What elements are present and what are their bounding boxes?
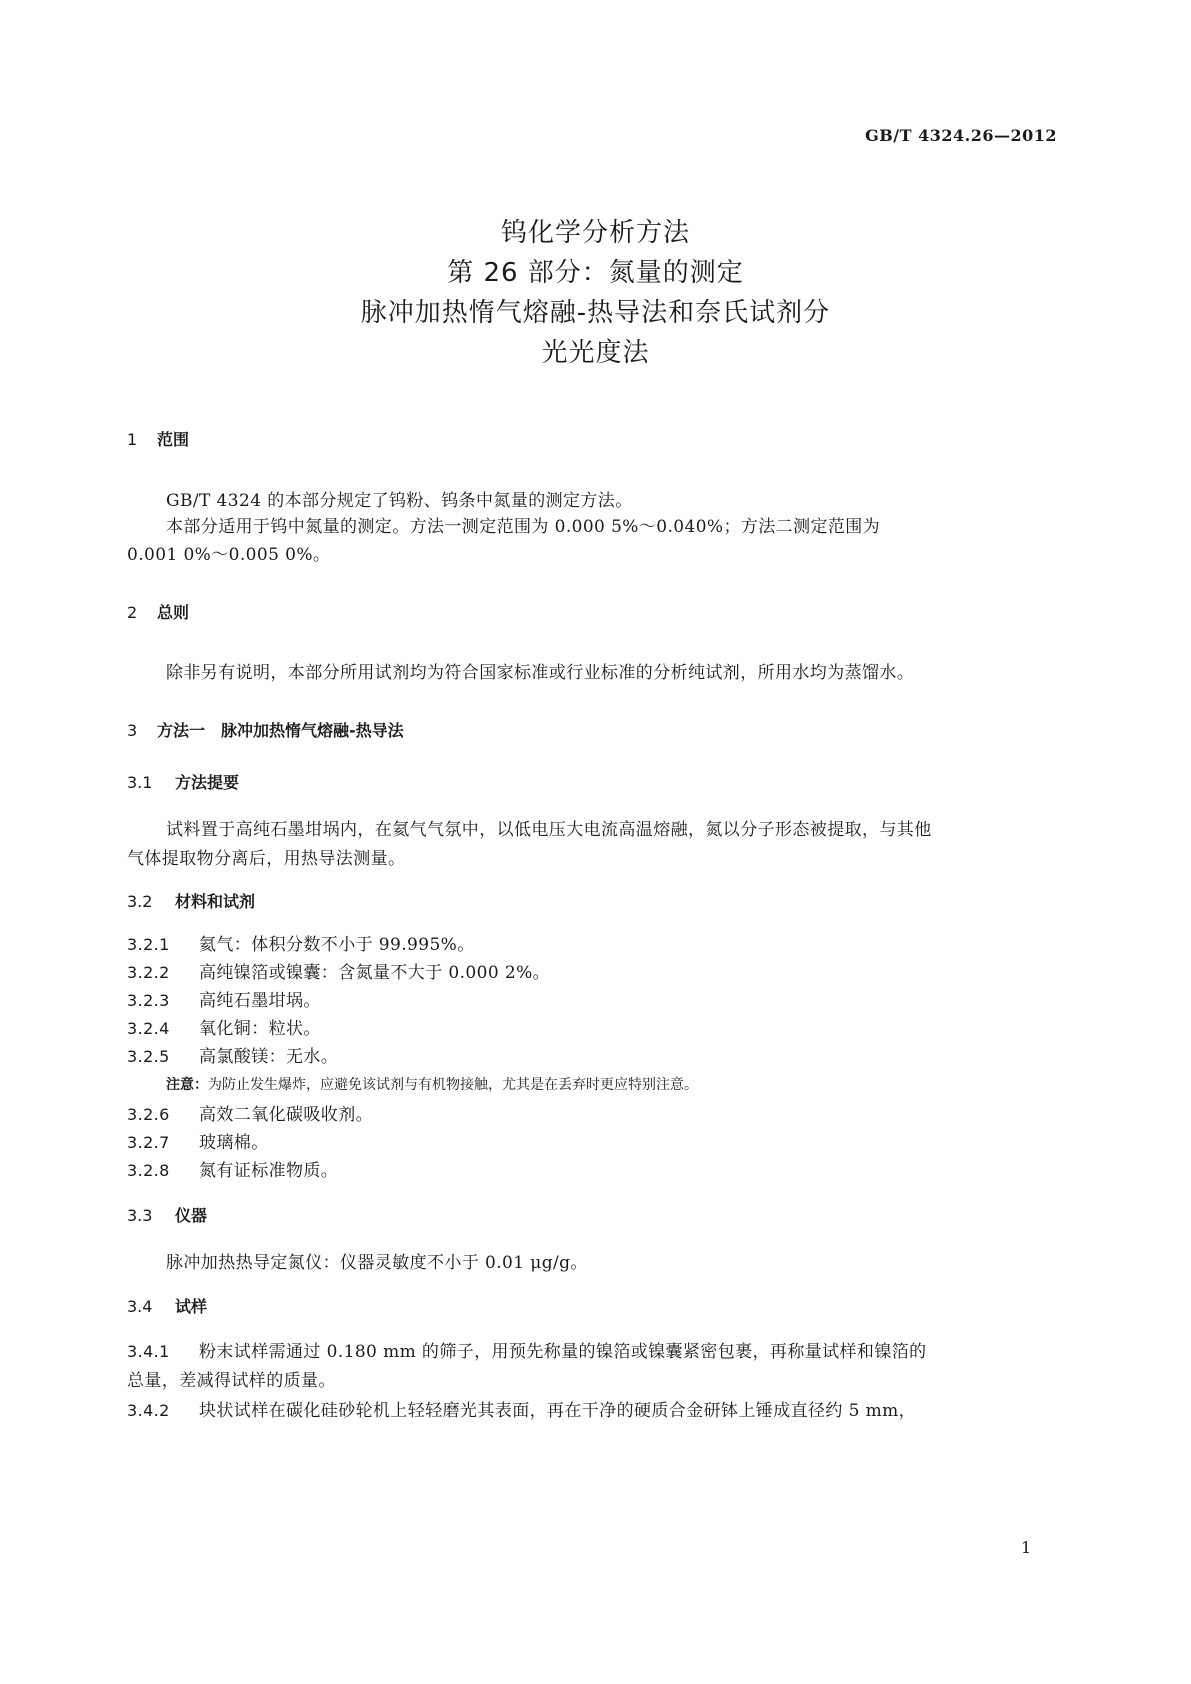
- section-title: 方法提要: [175, 773, 240, 792]
- section-3-1-heading: [127, 770, 239, 793]
- caution-note: [166, 1074, 698, 1094]
- section-3-heading: [127, 718, 404, 741]
- item-number: 3.2.4: [127, 1019, 170, 1038]
- section-1-heading: [127, 427, 189, 450]
- paragraph: 本部分适用于钨中氮量的测定。方法一测定范围为 0.000 5%～0.040%；方法二测定范围为: [166, 517, 881, 537]
- section-3-4-heading: [127, 1294, 207, 1317]
- item-number: 3.2.8: [127, 1161, 170, 1180]
- list-item: [127, 1128, 269, 1153]
- list-item: [127, 958, 550, 983]
- paragraph-continued: 0.001 0%～0.005 0%。: [127, 545, 331, 565]
- section-title: 试样: [175, 1297, 208, 1316]
- item-text: 氮有证标准物质。: [199, 1161, 339, 1181]
- section-title: 方法一 脉冲加热惰气熔融-热导法: [157, 721, 404, 740]
- section-title: 总则: [157, 603, 190, 622]
- note-text: 为防止发生爆炸，应避免该试剂与有机物接触，尤其是在丢弃时更应特别注意。: [208, 1077, 698, 1093]
- item-number: 3.2.3: [127, 991, 170, 1010]
- item-text: 氧化铜：粒状。: [199, 1019, 321, 1039]
- item-text: 氦气：体积分数不小于 99.995%。: [199, 935, 475, 955]
- section-title: 范围: [157, 430, 190, 449]
- item-number: 3.2.1: [127, 935, 170, 954]
- item-text: 高氯酸镁：无水。: [199, 1047, 339, 1067]
- item-number: 3.2.7: [127, 1133, 170, 1152]
- list-item: [127, 1042, 338, 1067]
- section-number: 3.4: [127, 1297, 153, 1316]
- list-item: [127, 986, 321, 1011]
- section-number: 2: [127, 603, 138, 622]
- section-number: 1: [127, 430, 138, 449]
- paragraph: GB/T 4324 的本部分规定了钨粉、钨条中氮量的测定方法。: [166, 491, 633, 511]
- list-item: [127, 1337, 927, 1362]
- section-3-2-heading: [127, 889, 255, 912]
- item-text: 高纯石墨坩埚。: [199, 991, 321, 1011]
- item-number: 3.4.2: [127, 1401, 170, 1420]
- section-number: 3: [127, 721, 138, 740]
- paragraph: 脉冲加热热导定氮仪：仪器灵敏度不小于 0.01 μg/g。: [166, 1253, 588, 1273]
- doc-title-line-2: 第 26 部分：氮量的测定: [447, 258, 744, 288]
- section-number: 3.1: [127, 773, 153, 792]
- standard-number: GB/T 4324.26—2012: [865, 126, 1057, 145]
- section-number: 3.2: [127, 892, 153, 911]
- section-3-3-heading: [127, 1203, 207, 1226]
- doc-title-line-1: 钨化学分析方法: [500, 218, 690, 248]
- doc-title-line-3: 脉冲加热惰气熔融-热导法和奈氏试剂分: [360, 298, 831, 328]
- note-label: 注意：: [166, 1077, 208, 1093]
- item-text: 粉末试样需通过 0.180 mm 的筛子，用预先称量的镍箔或镍囊紧密包裹，再称量试样和镍箔的: [199, 1342, 927, 1362]
- item-text: 高纯镍箔或镍囊：含氮量不大于 0.000 2%。: [199, 963, 551, 983]
- list-item: [127, 930, 475, 955]
- section-2-heading: [127, 600, 189, 623]
- item-text: 高效二氧化碳吸收剂。: [199, 1105, 373, 1125]
- list-item: [127, 1396, 916, 1421]
- list-item: [127, 1014, 321, 1039]
- list-item: [127, 1100, 373, 1125]
- doc-title-line-4: 光光度法: [541, 338, 650, 368]
- section-title: 材料和试剂: [175, 892, 256, 911]
- item-text: 块状试样在碳化硅砂轮机上轻轻磨光其表面，再在干净的硬质合金研钵上锤成直径约 5 mm，: [199, 1401, 917, 1421]
- list-item: [127, 1156, 338, 1181]
- item-number: 3.2.5: [127, 1047, 170, 1066]
- item-text: 玻璃棉。: [199, 1133, 269, 1153]
- item-number: 3.2.6: [127, 1105, 170, 1124]
- paragraph: 除非另有说明，本部分所用试剂均为符合国家标准或行业标准的分析纯试剂，所用水均为蒸馏水。: [166, 663, 915, 683]
- paragraph-continued: 总量，差减得试样的质量。: [127, 1371, 336, 1391]
- paragraph-continued: 气体提取物分离后，用热导法测量。: [127, 849, 406, 869]
- section-number: 3.3: [127, 1206, 153, 1225]
- item-number: 3.4.1: [127, 1342, 170, 1361]
- item-number: 3.2.2: [127, 963, 170, 982]
- page-number: 1: [1021, 1538, 1032, 1557]
- paragraph: 试料置于高纯石墨坩埚内，在氦气气氛中，以低电压大电流高温熔融，氮以分子形态被提取，与其他: [166, 820, 932, 840]
- section-title: 仪器: [175, 1206, 208, 1225]
